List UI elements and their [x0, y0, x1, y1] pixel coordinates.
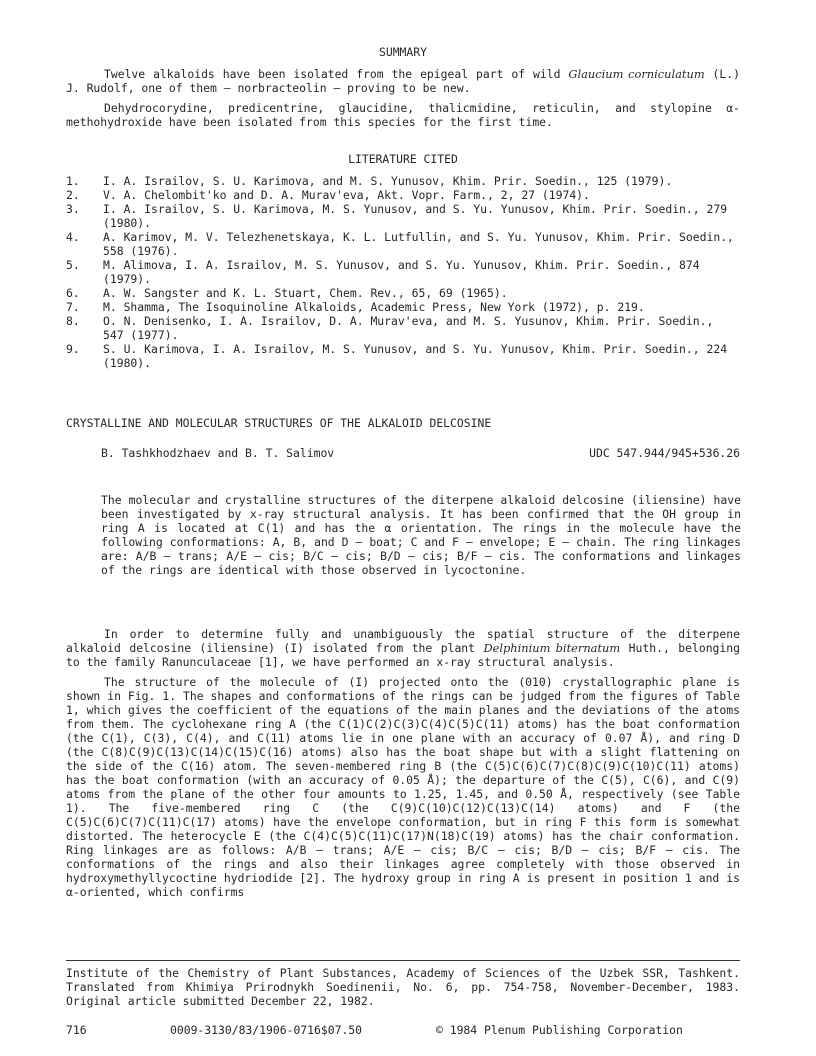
reference-number: 3.: [66, 202, 80, 216]
reference-number: 8.: [66, 314, 80, 328]
reference-item: [66, 258, 740, 286]
reference-text: I. A. Israilov, S. U. Karimova, and M. S. Yunusov, Khim. Prir. Soedin., 125 (1979).: [103, 174, 673, 188]
reference-text: A. W. Sangster and K. L. Stuart, Chem. Rev., 65, 69 (1965).: [103, 286, 508, 300]
reference-item: [66, 230, 740, 258]
copyright: © 1984 Plenum Publishing Corporation: [436, 1023, 683, 1037]
page-number: 716: [66, 1023, 87, 1037]
reference-list: [66, 174, 740, 370]
summary-heading: SUMMARY: [378, 45, 427, 59]
reference-number: 5.: [66, 258, 80, 272]
footnote: Institute of the Chemistry of Plant Substances, Academy of Sciences of the Uzbek SSR, Tashkent. Translated from Khimiya Prirodnykh Soedinenii, No. 6, pp. 754-758, November-December, 1983. Original article submitted December 22, 1982.: [66, 966, 740, 1008]
literature-heading: LITERATURE CITED: [348, 152, 458, 166]
reference-text: M. Shamma, The Isoquinoline Alkaloids, Academic Press, New York (1972), p. 219.: [103, 300, 645, 314]
reference-item: [66, 342, 740, 370]
footnote-rule: [66, 960, 740, 961]
article-body: [66, 627, 740, 899]
reference-text: A. Karimov, M. V. Telezhenetskaya, K. L. Lutfullin, and S. Yu. Yunusov, Khim. Prir. Soedin., 558 (1976).: [103, 230, 734, 258]
reference-number: 2.: [66, 188, 80, 202]
reference-item: [66, 202, 740, 230]
reference-text: O. N. Denisenko, I. A. Israilov, D. A. Murav'eva, and M. S. Yusunov, Khim. Prir. Soedin., 547 (1977).: [103, 314, 714, 342]
plant-species-name: Delphinium biternatum: [483, 641, 621, 655]
reference-item: [66, 286, 740, 300]
reference-text: V. A. Chelombit'ko and D. A. Murav'eva, Akt. Vopr. Farm., 2, 27 (1974).: [103, 188, 590, 202]
species-name: Glaucium corniculatum: [568, 67, 705, 81]
reference-text: M. Alimova, I. A. Israilov, M. S. Yunusov, and S. Yu. Yunusov, Khim. Prir. Soedin., 874 (1979).: [103, 258, 700, 286]
reference-item: [66, 188, 740, 202]
reference-text: S. U. Karimova, I. A. Israilov, M. S. Yunusov, and S. Yu. Yunusov, Khim. Prir. Soedin., 224 (1980).: [103, 342, 728, 370]
reference-number: 9.: [66, 342, 80, 356]
summary-paragraph-2: Dehydrocorydine, predicentrine, glaucidine, thalicmidine, reticulin, and stylopine α-methohydroxide have been isolated from this species for the first time.: [66, 101, 740, 129]
issn-price: 0009-3130/83/1906-0716$07.50: [170, 1023, 363, 1037]
body-paragraph-2: The structure of the molecule of (I) projected onto the (010) crystallographic plane is shown in Fig. 1. The shapes and conformations of the rings can be judged from the figures of Table 1, which gives the coefficient of the equations of the main planes and the deviations of the atoms from them. The cyclohexane ring A (the C(1)C(2)C(3)C(4)C(5)C(11) atoms) has the boat conformation (the C(1), C(3), C(4), and C(11) atoms lie in one plane with an accuracy of 0.07 Å), and ring D (the C(8)C(9)C(13)C(14)C(15)C(16) atoms) also has the boat shape but with a slight flattening on the side of the C(16) atom. The seven-membered ring B (the C(5)C(6)C(7)C(8)C(9)C(10)C(11) atoms) has the boat conformation (with an accuracy of 0.05 Å); the departure of the C(5), C(6), and C(9) atoms from the plane of the other four amounts to 1.25, 1.45, and 0.50 Å, respectively (see Table 1). The five-membered ring C (the C(9)C(10)C(12)C(13)C(14) atoms) and F (the C(5)C(6)C(7)C(11)C(17) atoms) have the envelope conformation, but in ring F this form is somewhat distorted. The heterocycle E (the C(4)C(5)C(11)C(17)N(18)C(19) atoms) has the chair conformation. Ring linkages are as follows: A/B — trans; A/E — cis; B/C — cis; B/D — cis; B/F — cis. The conformations of the rings and also their linkages agree completely with those observed in hydroxymethyllycoctine hydriodide [2]. The hydroxy group in ring A is present in position 1 and is α-oriented, which confirms: [66, 675, 740, 899]
reference-item: [66, 314, 740, 342]
article-authors: B. Tashkhodzhaev and B. T. Salimov: [101, 446, 335, 460]
reference-number: 7.: [66, 300, 80, 314]
reference-number: 4.: [66, 230, 80, 244]
reference-item: [66, 174, 740, 188]
reference-text: I. A. Israilov, S. U. Karimova, M. S. Yunusov, and S. Yu. Yunusov, Khim. Prir. Soedin., 279 (1980).: [103, 202, 728, 230]
article-title: CRYSTALLINE AND MOLECULAR STRUCTURES OF THE ALKALOID DELCOSINE: [66, 416, 492, 430]
page-footer: [66, 1023, 740, 1037]
abstract: The molecular and crystalline structures of the diterpene alkaloid delcosine (iliensine) have been investigated by x-ray structural analysis. It has been confirmed that the OH group in ring A is located at C(1) and has the α orientation. The rings in the molecule have the following conformations: A, B, and D — boat; C and F — envelope; E — chain. The ring linkages are: A/B — trans; A/E — cis; B/C — cis; B/D — cis; B/F — cis. The conformations and linkages of the rings are identical with those observed in lycoctonine.: [101, 493, 741, 577]
body-paragraph-1: In order to determine fully and unambiguously the spatial structure of the diterpene alkaloid delcosine (iliensine) (I) isolated from the plant Delphinium biternatum Huth., belonging to the family Ranunculaceae [1], we have performed an x-ray structural analysis.: [66, 627, 740, 669]
reference-item: [66, 300, 740, 314]
summary-paragraph-1: Twelve alkaloids have been isolated from the epigeal part of wild Glaucium corniculatum (L.) J. Rudolf, one of them — norbracteolin — proving to be new.: [66, 67, 740, 95]
reference-number: 1.: [66, 174, 80, 188]
reference-number: 6.: [66, 286, 80, 300]
summary-section: [66, 67, 740, 129]
udc-code: UDC 547.944/945+536.26: [589, 446, 740, 460]
